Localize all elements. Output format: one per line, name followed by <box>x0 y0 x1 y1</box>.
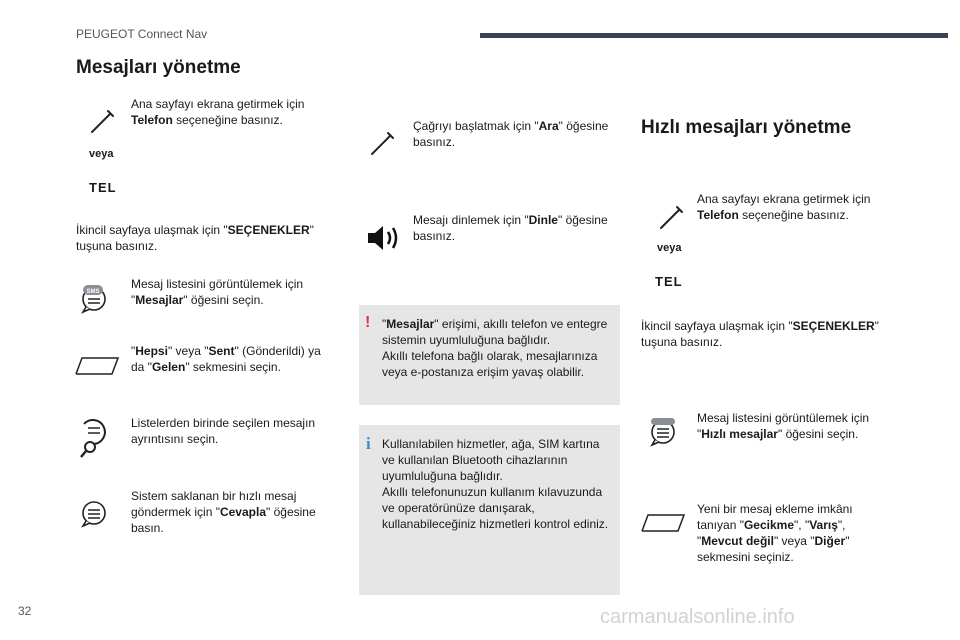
tab-icon <box>642 513 686 533</box>
tel-button-label: TEL <box>89 180 117 195</box>
phone-icon <box>657 204 685 232</box>
quick-messages-icon <box>648 418 678 448</box>
header-rule <box>480 33 948 38</box>
tel-button-label: TEL <box>655 274 683 289</box>
info-text: Kullanılabilen hizmetler, ağa, SIM kartına ve kullanılan Bluetooth cihazlarının uyumluluğuna bağlıdır. Akıllı telefonunuzun kullanım kılavuzunda ve operatörünüze danışarak, kullanabileceğiniz hizmetleri kontrol ediniz. <box>382 437 609 531</box>
info-icon: i <box>366 434 371 453</box>
section-title-messages: Mesajları yönetme <box>76 57 241 78</box>
svg-text:SMS: SMS <box>86 289 100 295</box>
step-messages-list: Mesaj listesini görüntülemek için "Mesajlar" öğesini seçin. <box>131 277 304 307</box>
or-label: veya <box>89 148 114 160</box>
watermark: carmanualsonline.info <box>600 606 795 628</box>
sms-icon <box>80 285 108 313</box>
reply-message-icon <box>80 500 108 528</box>
section-title-quick-messages: Hızlı mesajları yönetme <box>641 117 852 138</box>
step-quick-reply: Sistem saklanan bir hızlı mesaj göndermek için "Cevapla" öğesine basın. <box>131 489 316 535</box>
warning-text: "Mesajlar" erişimi, akıllı telefon ve entegre sistemin uyumluluğuna bağlıdır. Akıllı telefona bağlı olarak, mesajlarınıza veya e-postanıza erişim yavaş olabilir. <box>382 317 608 379</box>
or-label: veya <box>657 242 682 254</box>
speaker-icon <box>366 224 400 252</box>
step-new-message-tab: Yeni bir mesaj ekleme imkânı tanıyan "Gecikme", "Varış", "Mevcut değil" veya "Diğer" sekmesini seçiniz. <box>697 502 853 564</box>
manual-header-title: PEUGEOT Connect Nav <box>76 27 208 41</box>
step-options-quick: İkincil sayfaya ulaşmak için "SEÇENEKLER" tuşuna basınız. <box>641 319 879 349</box>
step-select-tab: "Hepsi" veya "Sent" (Gönderildi) ya da "Gelen" sekmesini seçin. <box>131 344 321 374</box>
message-detail-icon <box>80 420 110 460</box>
page-number: 32 <box>18 604 32 618</box>
step-message-detail: Listelerden birinde seçilen mesajın ayrıntısını seçin. <box>131 416 316 446</box>
warning-icon: ! <box>365 314 371 331</box>
step-open-phone-quick: Ana sayfayı ekrana getirmek için Telefon seçeneğine basınız. <box>697 192 871 222</box>
step-listen-message: Mesajı dinlemek için "Dinle" öğesine basınız. <box>413 213 608 243</box>
call-icon <box>368 130 396 158</box>
step-open-phone: Ana sayfayı ekrana getirmek için Telefon seçeneğine basınız. <box>131 97 305 127</box>
phone-icon <box>88 108 116 136</box>
tab-icon <box>76 356 120 376</box>
step-quick-messages-list: Mesaj listesini görüntülemek için "Hızlı mesajlar" öğesini seçin. <box>697 411 870 441</box>
step-start-call: Çağrıyı başlatmak için "Ara" öğesine basınız. <box>413 119 609 149</box>
step-options: İkincil sayfaya ulaşmak için "SEÇENEKLER" tuşuna basınız. <box>76 223 314 253</box>
